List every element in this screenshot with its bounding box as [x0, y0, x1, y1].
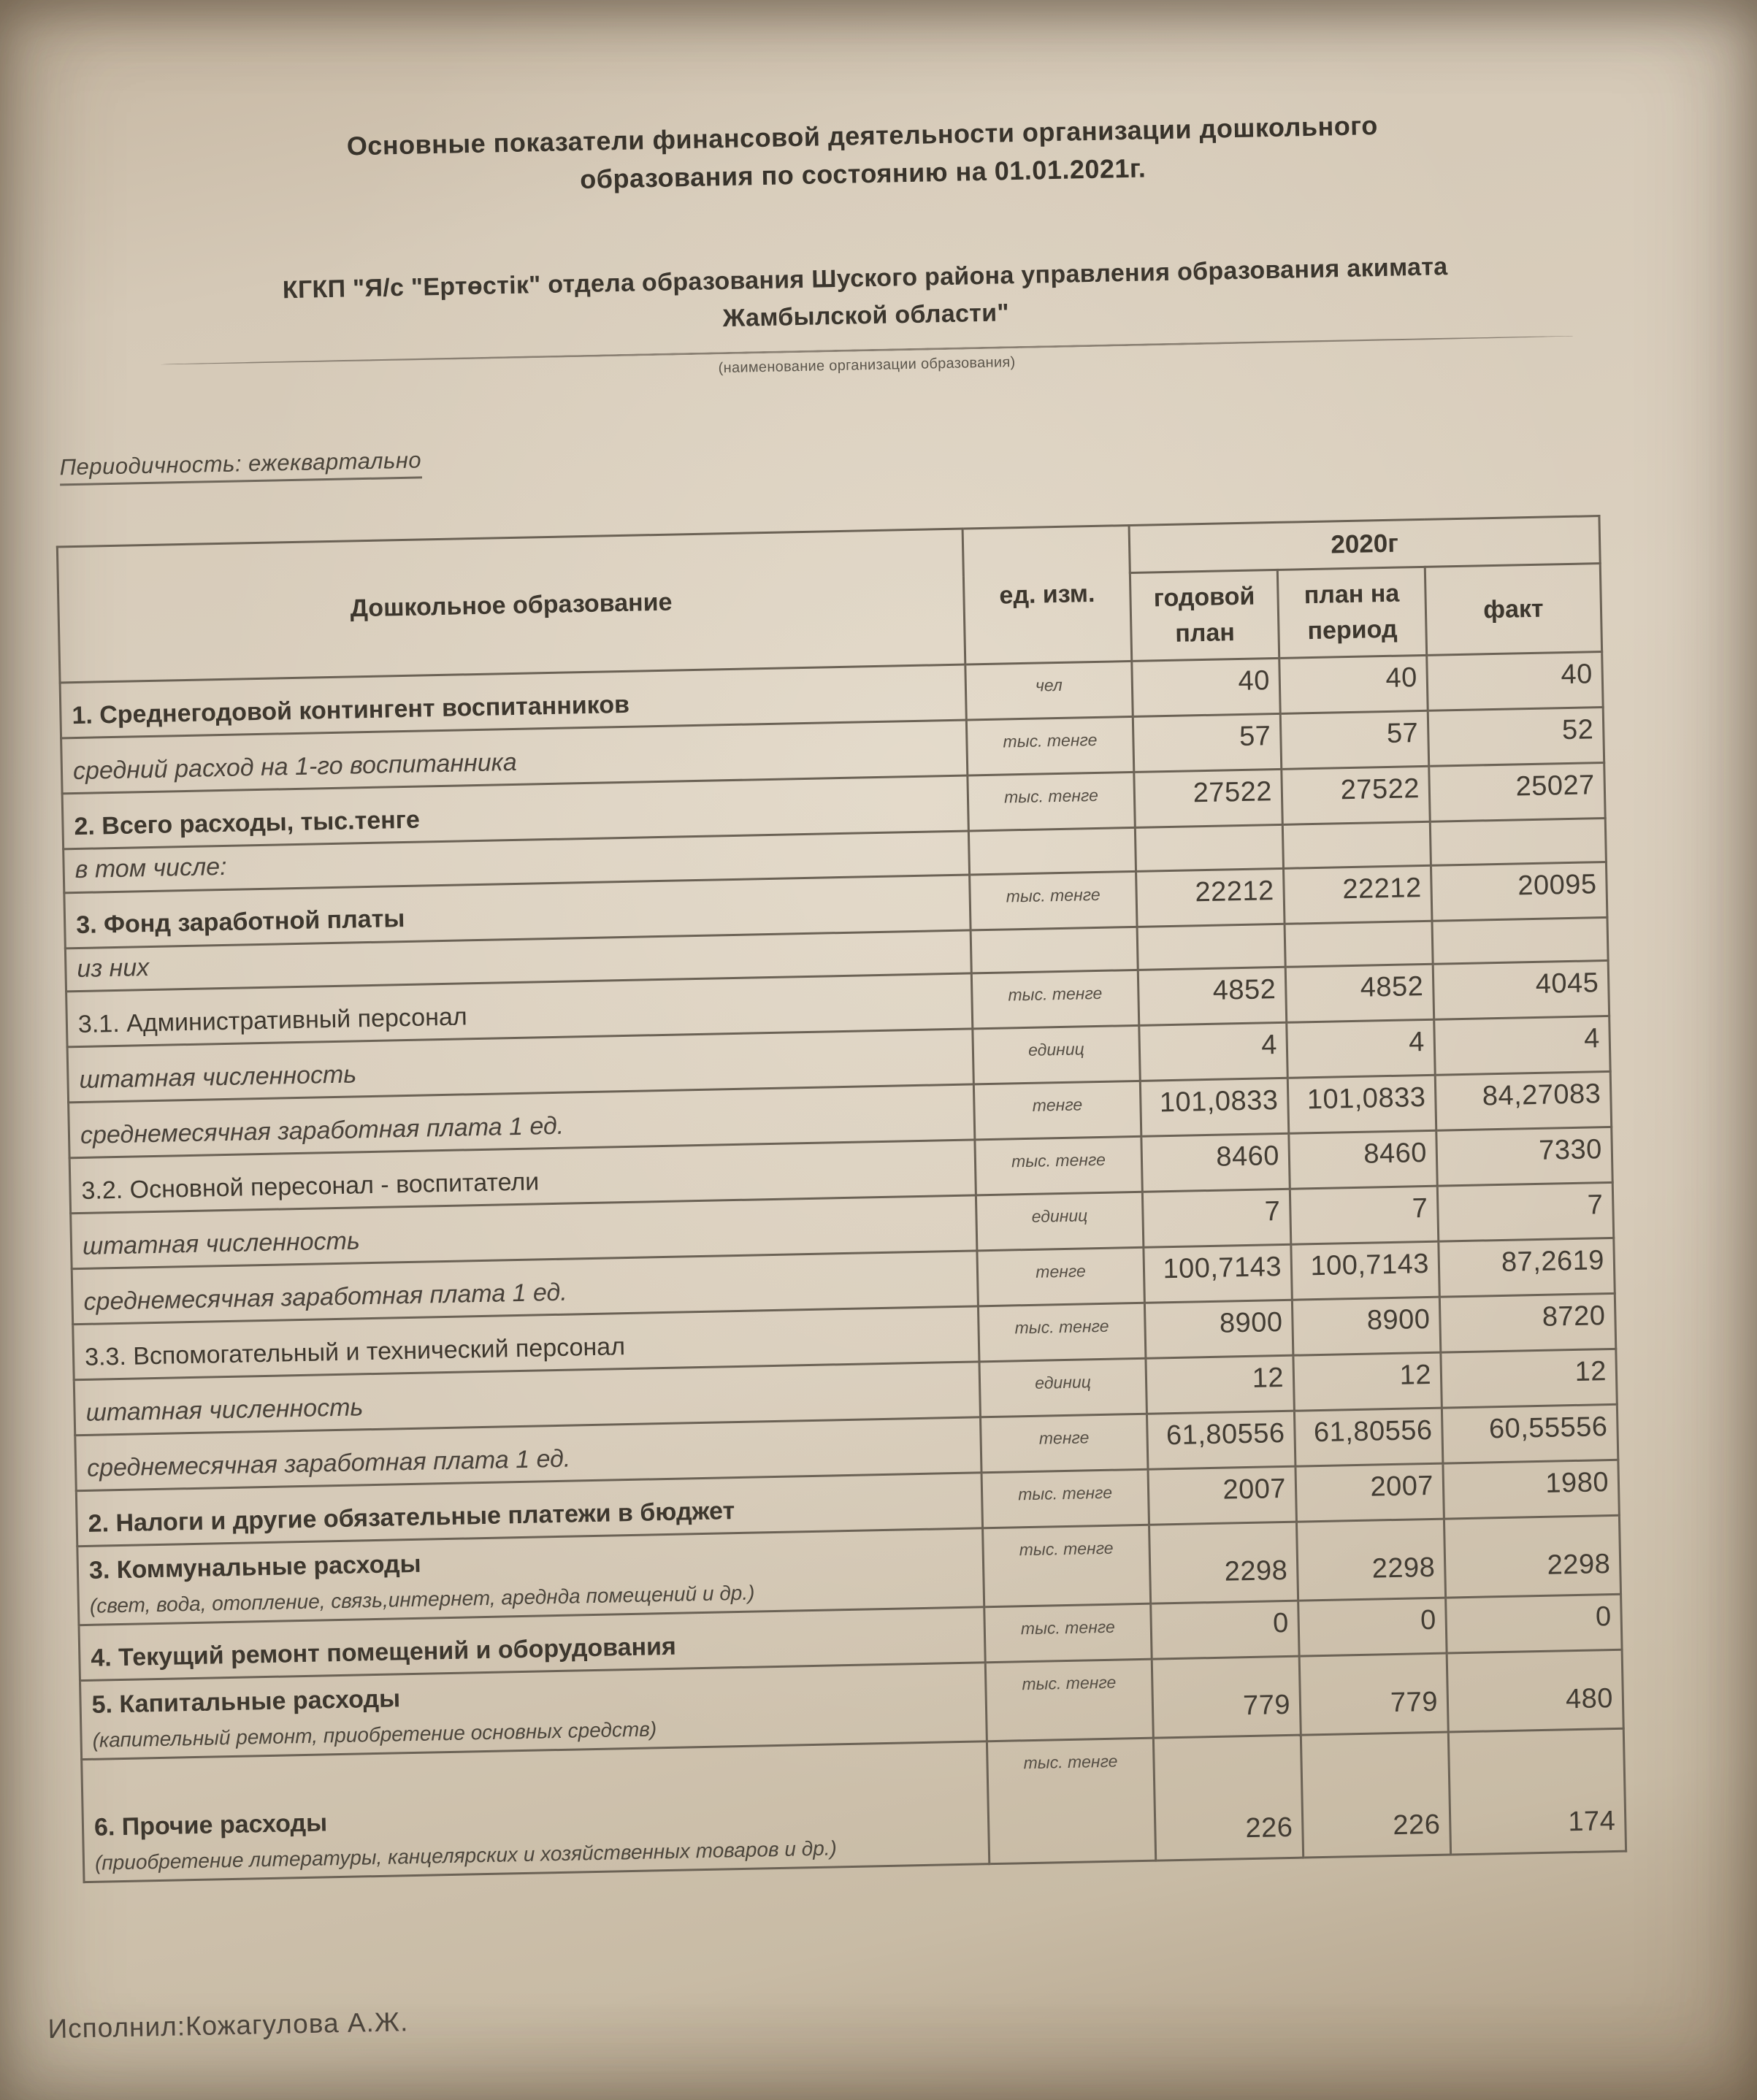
row-value-fact: 87,2619 — [1439, 1238, 1615, 1298]
table-body — [60, 652, 1626, 1882]
row-label: 2. Налоги и другие обязательные платежи в бюджет — [76, 1473, 982, 1547]
row-value-period: 101,0833 — [1287, 1076, 1436, 1134]
row-label: среднемесячная заработная плата 1 ед. — [75, 1417, 981, 1491]
row-value-annual: 4 — [1139, 1023, 1287, 1081]
row-value-fact: 1980 — [1443, 1460, 1619, 1520]
row-unit: тыс. тенге — [983, 1525, 1151, 1608]
row-value-fact: 480 — [1447, 1650, 1623, 1733]
row-label: 5. Капитальные расходы (капительный ремонт, приобретение основных средств) — [80, 1663, 987, 1760]
row-value-period: 22212 — [1284, 865, 1432, 924]
row-value-fact: 7330 — [1436, 1127, 1612, 1187]
row-value-annual: 226 — [1153, 1735, 1303, 1861]
row-value-fact: 40 — [1427, 652, 1603, 711]
row-value-fact — [1432, 917, 1608, 964]
row-value-period: 57 — [1280, 711, 1428, 770]
row-unit: тыс. тенге — [985, 1660, 1153, 1742]
row-label: штатная численность — [74, 1362, 980, 1436]
row-label: среднемесячная заработная плата 1 ед. — [69, 1084, 975, 1158]
periodicity-label: Периодичность: ежеквартально — [59, 448, 421, 486]
row-unit: тенге — [981, 1414, 1148, 1474]
col-header-unit: ед. изм. — [962, 526, 1132, 665]
row-value-period: 4 — [1287, 1020, 1435, 1078]
row-label: 3.1. Административный персонал — [66, 973, 973, 1047]
row-value-annual — [1135, 825, 1283, 872]
row-unit: тыс. тенге — [970, 871, 1137, 930]
row-unit: тенге — [977, 1248, 1144, 1307]
row-value-period: 27522 — [1282, 767, 1430, 825]
row-label: среднемесячная заработная плата 1 ед. — [72, 1251, 978, 1325]
row-value-period: 7 — [1290, 1187, 1438, 1245]
row-unit: тыс. тенге — [978, 1303, 1145, 1363]
row-value-period: 61,80556 — [1294, 1409, 1442, 1467]
row-sublabel: (приобретение литературы, канцелярских и хозяйственных товаров и др.) — [94, 1836, 838, 1874]
row-value-annual: 7 — [1142, 1189, 1290, 1248]
row-value-period: 8900 — [1292, 1298, 1440, 1356]
row-unit: тыс. тенге — [971, 970, 1138, 1030]
row-value-annual: 27522 — [1134, 770, 1282, 828]
row-value-fact: 174 — [1448, 1729, 1626, 1855]
organization-name-line2: Жамбылской области" — [722, 299, 1010, 333]
row-value-fact: 12 — [1441, 1349, 1617, 1409]
row-label: из них — [65, 930, 971, 992]
row-value-annual: 101,0833 — [1140, 1078, 1288, 1137]
col-header-year: 2020г — [1129, 516, 1600, 573]
row-value-period: 2298 — [1296, 1519, 1445, 1601]
row-value-period: 8460 — [1289, 1131, 1437, 1189]
row-value-period: 2007 — [1295, 1464, 1444, 1522]
col-header-annual-plan: годовой план — [1130, 570, 1279, 662]
row-value-annual: 12 — [1146, 1356, 1294, 1414]
row-value-period: 4852 — [1285, 965, 1433, 1023]
col-header-fact: факт — [1425, 564, 1601, 656]
row-unit: единиц — [976, 1192, 1143, 1252]
executor-line: Исполнил:Кожагулова А.Ж. — [47, 2007, 409, 2045]
row-label: в том числе: — [64, 831, 970, 892]
row-value-fact: 8720 — [1439, 1294, 1615, 1353]
organization-name-line1: КГКП "Я/с "Ертөстік" отдела образования Шуского района управления образования акимата — [282, 253, 1448, 304]
row-value-annual: 61,80556 — [1147, 1411, 1295, 1470]
row-value-period: 226 — [1301, 1732, 1450, 1858]
row-value-fact — [1430, 819, 1606, 865]
row-value-annual: 100,7143 — [1144, 1245, 1292, 1303]
row-label: средний расход на 1-го воспитанника — [61, 720, 968, 794]
organization-name — [74, 245, 1657, 350]
financial-indicators-table — [56, 515, 1627, 1883]
row-label: 3. Коммунальные расходы (свет, вода, отопление, связь,интернет, ареднда помещений и др.) — [77, 1528, 984, 1625]
row-value-fact: 0 — [1446, 1595, 1622, 1654]
col-header-name: Дошкольное образование — [57, 529, 965, 683]
row-unit: чел — [965, 662, 1133, 721]
row-unit: тыс. тенге — [981, 1470, 1149, 1529]
row-value-fact: 60,55556 — [1442, 1405, 1618, 1464]
row-value-period: 0 — [1298, 1598, 1447, 1656]
row-value-fact: 20095 — [1431, 862, 1607, 921]
document-title — [93, 101, 1632, 209]
row-label: 6. Прочие расходы (приобретение литературы, канцелярских и хозяйственных товаров и др.) — [82, 1741, 989, 1882]
row-value-annual: 57 — [1133, 714, 1281, 773]
row-label: 3. Фонд заработной платы — [64, 875, 971, 949]
row-unit: тенге — [973, 1081, 1141, 1141]
document-title-line2: образования по состоянию на 01.01.2021г. — [579, 153, 1147, 195]
row-value-annual: 0 — [1151, 1601, 1299, 1660]
row-value-annual: 40 — [1132, 659, 1280, 717]
row-label: 1. Среднегодовой контингент воспитанников — [60, 664, 966, 738]
row-value-fact: 4 — [1434, 1016, 1610, 1076]
row-value-annual: 2298 — [1149, 1522, 1298, 1604]
row-value-annual — [1137, 924, 1285, 970]
row-label: штатная численность — [67, 1029, 973, 1103]
row-unit — [971, 927, 1138, 973]
row-value-fact: 25027 — [1429, 763, 1605, 822]
col-header-period-plan: план на период — [1277, 567, 1426, 659]
row-value-period: 40 — [1279, 656, 1428, 714]
row-value-annual: 779 — [1152, 1657, 1301, 1739]
row-value-annual: 4852 — [1138, 967, 1286, 1026]
row-value-fact: 7 — [1437, 1183, 1613, 1242]
row-value-fact: 52 — [1428, 708, 1604, 767]
row-value-period: 12 — [1293, 1353, 1442, 1411]
row-value-period — [1285, 921, 1433, 967]
row-unit: тыс. тенге — [966, 717, 1133, 776]
row-value-period — [1282, 822, 1431, 869]
document-title-line1: Основные показатели финансовой деятельности организации дошкольного — [346, 110, 1379, 161]
row-label: 3.3. Вспомогательный и технический персонал — [73, 1306, 979, 1380]
row-label: 3.2. Основной пересонал - воспитатели — [69, 1140, 976, 1214]
row-value-period: 100,7143 — [1291, 1242, 1439, 1300]
row-value-annual: 2007 — [1148, 1467, 1296, 1525]
organization-note: (наименование организации образования) — [718, 354, 1016, 377]
row-unit: единиц — [973, 1026, 1140, 1085]
row-unit: тыс. тенге — [968, 773, 1135, 832]
row-unit: единиц — [979, 1359, 1147, 1418]
row-value-annual: 22212 — [1136, 868, 1285, 927]
row-value-annual: 8460 — [1141, 1134, 1290, 1192]
row-sublabel: (свет, вода, отопление, связь,интернет, ареднда помещений и др.) — [89, 1581, 755, 1617]
row-label: 2. Всего расходы, тыс.тенге — [62, 775, 968, 849]
row-unit: тыс. тенге — [987, 1739, 1155, 1865]
row-unit: тыс. тенге — [984, 1604, 1152, 1663]
row-value-period: 779 — [1299, 1653, 1448, 1735]
row-unit: тыс. тенге — [975, 1137, 1142, 1196]
row-value-annual: 8900 — [1144, 1300, 1293, 1359]
row-label: штатная численность — [71, 1195, 977, 1269]
row-value-fact: 84,27083 — [1435, 1072, 1611, 1131]
row-sublabel: (капительный ремонт, приобретение основных средств) — [92, 1717, 657, 1752]
row-label: 4. Текущий ремонт помещений и оборудования — [79, 1607, 985, 1681]
row-value-fact: 4045 — [1433, 961, 1609, 1020]
row-unit — [968, 828, 1136, 875]
row-value-fact: 2298 — [1444, 1516, 1620, 1598]
